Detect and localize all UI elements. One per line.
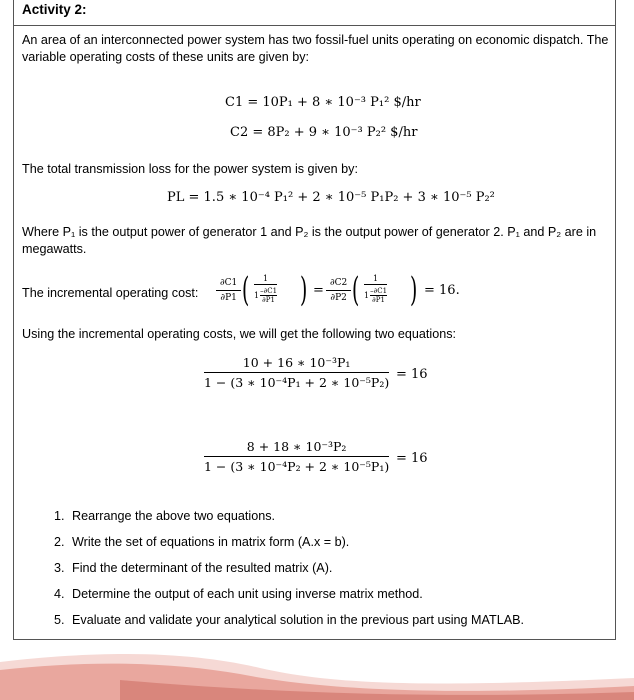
dc2-dp2-fraction: $\frac{\partial C2}{\partial P2}$ <box>326 278 351 303</box>
equation-1-fraction <box>204 355 389 390</box>
incremental-label: The incremental operating cost: <box>22 286 199 300</box>
paren-open-2: ( <box>352 270 360 310</box>
cost-equation-c2: C2 = 8P₂ + 9 ∗ 10⁻³ P₂² $/hr <box>230 125 418 140</box>
decorative-wave-footer <box>0 640 634 700</box>
task-item: 2. Write the set of equations in matrix form (A.x = b). <box>68 532 628 558</box>
intro-paragraph: An area of an interconnected power system has two fossil-fuel units operating on economic dispatch. The variable operating costs of these units are given by: <box>22 33 609 64</box>
task-item: 3. Find the determinant of the resulted matrix (A). <box>68 558 628 584</box>
incremental-result: = 16. <box>424 283 460 298</box>
incremental-expression <box>214 270 474 320</box>
loss-intro: The total transmission loss for the power system is given by: <box>22 162 358 176</box>
title-row <box>14 0 615 26</box>
equation-1-rhs: = 16 <box>396 367 428 382</box>
task-list <box>50 506 628 636</box>
paren-close-2: ) <box>410 270 418 310</box>
equation-2-denominator: 1 − (3 ∗ 10⁻⁴P₂ + 2 ∗ 10⁻⁵P₁) <box>204 459 390 474</box>
where-paragraph: Where P₁ is the output power of generator 1 and P₂ is the output power of generator 2. P₁ and P₂ are in megawatts. <box>22 225 597 256</box>
dc1-dp1-fraction: $\frac{\partial C1}{\partial P1}$ <box>216 278 241 303</box>
paren-close-1: ) <box>300 270 308 310</box>
equation-1-numerator: 10 + 16 ∗ 10⁻³P₁ <box>204 355 389 373</box>
cost-equation-c1: C1 = 10P₁ + 8 ∗ 10⁻³ P₁² $/hr <box>225 95 421 110</box>
task-item: 5. Evaluate and validate your analytical solution in the previous part using MATLAB. <box>68 610 628 636</box>
task-item: 4. Determine the output of each unit using inverse matrix method. <box>68 584 628 610</box>
penalty-factor-2: 1 1 –∂C1 ∂P1 <box>364 274 388 304</box>
equation-2-numerator: 8 + 18 ∗ 10⁻³P₂ <box>204 439 389 457</box>
activity-box <box>13 0 616 640</box>
using-paragraph: Using the incremental operating costs, we will get the following two equations: <box>22 327 457 341</box>
equation-1-denominator: 1 − (3 ∗ 10⁻⁴P₁ + 2 ∗ 10⁻⁵P₂) <box>204 375 390 390</box>
paren-open-1: ( <box>242 270 250 310</box>
activity-title: Activity 2: <box>22 2 87 17</box>
penalty-factor-1: 1 1 –∂C1 ∂P1 <box>254 274 278 304</box>
equals-sign: = <box>313 283 324 298</box>
task-item: 1. Rearrange the above two equations. <box>68 506 628 532</box>
equation-2-rhs: = 16 <box>396 451 428 466</box>
equation-2-fraction <box>204 439 389 474</box>
loss-equation: PL = 1.5 ∗ 10⁻⁴ P₁² + 2 ∗ 10⁻⁵ P₁P₂ + 3 ∗ 10⁻⁵ P₂² <box>167 190 495 205</box>
